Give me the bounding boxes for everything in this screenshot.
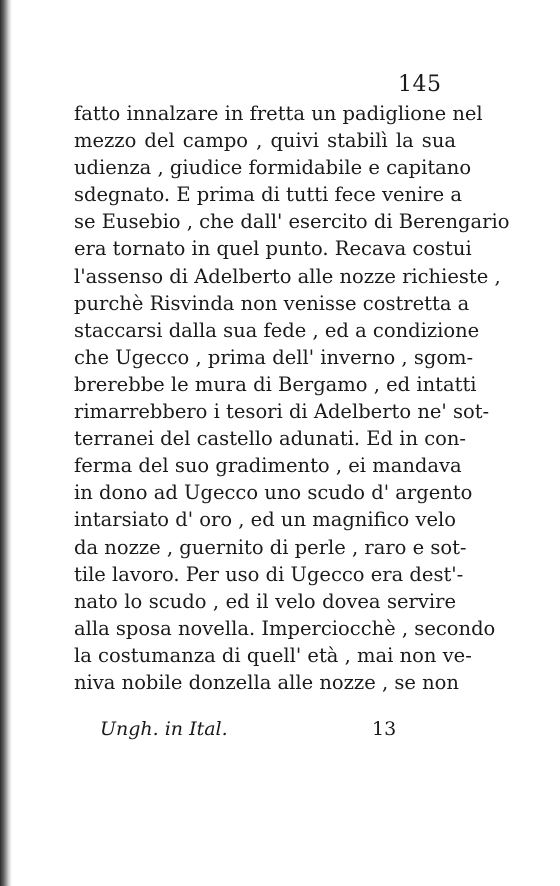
text-line: rimarrebbero i tesori di Adelberto ne' sot-: [74, 400, 490, 424]
text-line: era tornato in quel punto. Recava costui: [74, 237, 472, 261]
text-line: sdegnato. E prima di tutti fece venire a: [74, 183, 462, 207]
text-line: nato lo scudo , ed il velo dovea servire: [74, 589, 456, 613]
text-line: se Eusebio , che dall' esercito di Berengario: [74, 210, 510, 234]
text-line: brerebbe le mura di Bergamo , ed intatti: [74, 372, 477, 396]
text-line: niva nobile donzella alle nozze , se non: [74, 670, 459, 694]
text-line: purchè Risvinda non venisse costretta a: [74, 291, 470, 315]
text-line: udienza , giudice formidabile e capitano: [74, 156, 472, 180]
signature-mark: 13: [372, 718, 397, 740]
text-line: tile lavoro. Per uso di Ugecco era dest'-: [74, 562, 464, 586]
text-line: ferma del suo gradimento , ei mandava: [74, 454, 462, 478]
text-line: fatto innalzare in fretta un padiglione nel: [74, 102, 483, 125]
text-line: che Ugecco , prima dell' inverno , sgom-: [74, 345, 474, 369]
text-line: mezzo del campo , quivi stabilì la sua: [74, 129, 456, 153]
text-line: intarsiato d' oro , ed un magnifico velo: [74, 508, 456, 532]
text-line: terranei del castello adunati. Ed in con-: [74, 427, 467, 451]
page-footer: [100, 718, 456, 746]
body-text: [74, 100, 510, 696]
printer-signature: Ungh. in Ital.: [100, 718, 228, 740]
text-line: da nozze , guernito di perle , raro e sot-: [74, 535, 467, 559]
page-number: 145: [398, 72, 442, 97]
text-line: l'assenso di Adelberto alle nozze richieste ,: [74, 264, 501, 288]
text-line: la costumanza di quell' età , mai non ve-: [74, 643, 472, 667]
text-line: in dono ad Ugecco uno scudo d' argento: [74, 481, 473, 505]
text-line: alla sposa novella. Imperciocchè , secondo: [74, 616, 496, 640]
text-line: staccarsi dalla sua fede , ed a condizione: [74, 318, 480, 342]
page-binding-edge: [0, 0, 12, 886]
